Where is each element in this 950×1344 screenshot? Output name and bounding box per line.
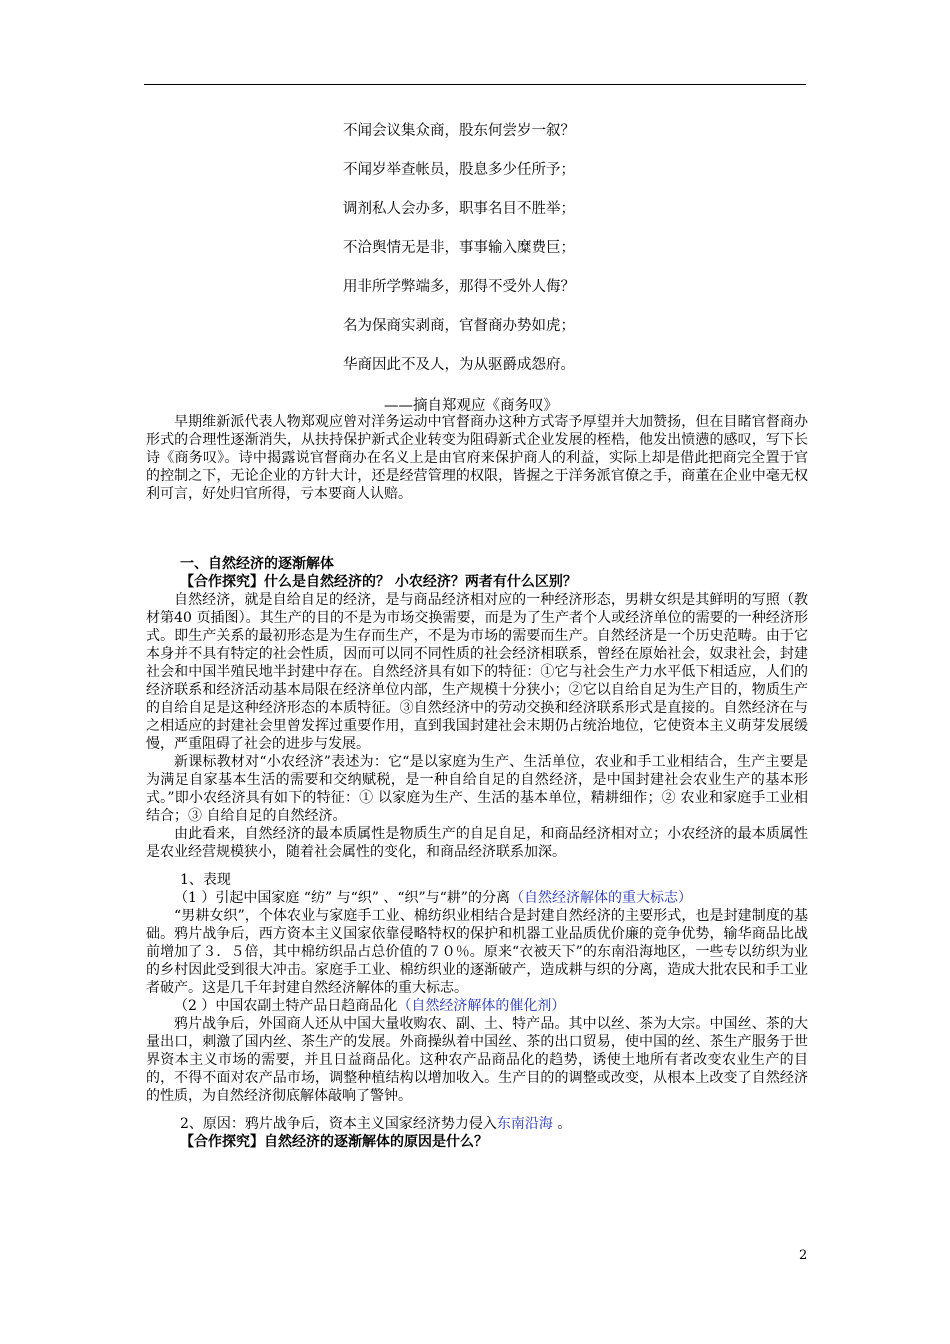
page-number: 2 <box>799 1248 808 1263</box>
poem-line: 不闻岁举查帐员，股息多少任所予； <box>343 162 575 178</box>
section-heading: 一、自然经济的逐渐解体 <box>180 556 334 572</box>
body-paragraph: 鸦片战争后，外国商人还从中国大量收购农、副、土、特产品。其中以丝、茶为大宗。中国丝、茶的大量出口，刺激了国内丝、茶生产的发展。外商操纵着中国丝、茶的出口贸易，使中国的丝、茶生产服务于世界资本主义市场的需要，并且日益商品化。这种农产品商品化的趋势，诱使土地所有者改变农业生产的目的，不得不面对农产品市场，调整种植结构以增加收入。生产目的的调整或改变，从根本上改变了自然经济的性质，为自然经济彻底解体敲响了警钟。 <box>146 1016 808 1104</box>
poem <box>343 120 763 393</box>
inquiry-question: 【合作探究】自然经济的逐渐解体的原因是什么？ <box>180 1134 488 1150</box>
body-paragraph: 自然经济，就是自给自足的经济，是与商品经济相对应的一种经济形态，男耕女织是其鲜明的写照（教材第40 页插图）。其生产的目的不是为市场交换需要，而是为了生产者个人或经济单位的需要的一种经济形式。即生产关系的最初形态是为生存而生产，不是为市场的需要而生产。自然经济是一个历史范畴。由于它本身并不具有特定的社会性质，因而可以同不同性质的社会经济相联系，曾经在原始社会，奴隶社会，封建社会和中国半殖民地半封建中存在。自然经济具有如下的特征：①它与社会生产力水平低下相适应，人们的经济联系和经济活动基本局限在经济单位内部，生产规模十分狭小；②它以自给自足为生产目的，物质生产的自给自足是这种经济形态的本质特征。③自然经济中的劳动交换和经济联系形式是直接的。自然经济在与之相适应的封建社会里曾发挥过重要作用，直到我国封建社会末期仍占统治地位，它使资本主义萌芽发展缓慢，严重阻碍了社会的进步与发展。 <box>146 592 808 752</box>
poem-source: ——摘自郑观应《商务叹》 <box>384 398 558 414</box>
poem-line: 华商因此不及人，为从驱爵成怨府。 <box>343 357 575 373</box>
cause-prefix: 2、原因：鸦片战争后，资本主义国家经济势力侵入 <box>180 1116 497 1132</box>
poem-line: 调剂私人会办多，职事名目不胜举； <box>343 201 575 217</box>
poem-line: 用非所学弊端多，那得不受外人侮？ <box>343 279 575 295</box>
cause-answer: 东南沿海 <box>496 1116 553 1132</box>
poem-line: 不洽舆情无是非，事事输入糜费巨； <box>343 240 575 256</box>
cause-suffix: 。 <box>552 1116 572 1132</box>
poem-line: 名为保商实剥商，官督商办势如虎； <box>343 318 575 334</box>
inquiry-question: 【合作探究】什么是自然经济的？ 小农经济？两者有什么区别？ <box>180 574 577 590</box>
body-paragraph: 新课标教材对“小农经济”表述为：它“是以家庭为生产、生活单位，农业和手工业相结合，生产主要是为满足自家基本生活的需要和交纳赋税，是一种自给自足的自然经济，是中国封建社会农业生产的基本形式。”即小农经济具有如下的特征：① 以家庭为生产、生活的基本单位，精耕细作；② 农业和家庭手工业相结合；③ 自给自足的自然经济。 <box>146 754 808 824</box>
item-note: （自然经济解体的重大标志） <box>509 890 692 906</box>
poem-line: 不闻会议集众商，股东何尝岁一叙？ <box>343 123 575 139</box>
intro-paragraph: 早期维新派代表人物郑观应曾对洋务运动中官督商办这种方式寄予厚望并大加赞扬，但在目睹官督商办形式的合理性逐渐消失，从扶持保护新式企业转变为阻碍新式企业发展的桎梏，他发出愤懑的感叹，写下长诗《商务叹》。诗中揭露说官督商办在名义上是由官府来保护商人的利益，实际上却是借此把商完全置于官的控制之下，无论企业的方针大计，还是经营管理的权限，皆握之于洋务派官僚之手，商董在企业中毫无权利可言，好处归官所得，亏本要商人认赔。 <box>146 414 808 502</box>
subsection-heading <box>146 1115 808 1133</box>
item-note: （自然经济解体的催化剂） <box>397 998 566 1014</box>
item-heading <box>146 997 808 1015</box>
item-label: （2 ）中国农副土特产品日趋商品化 <box>174 998 398 1014</box>
body-paragraph: 由此看来，自然经济的最本质属性是物质生产的自足自足，和商品经济相对立；小农经济的最本质属性是农业经营规模狭小，随着社会属性的变化，和商品经济联系加深。 <box>146 826 808 860</box>
document-body <box>146 413 808 1151</box>
item-heading <box>146 889 808 907</box>
header-rule <box>144 84 806 85</box>
subsection-heading: 1、表现 <box>180 872 231 888</box>
item-label: （1 ）引起中国家庭 “纺” 与“织” 、“织”与“耕”的分离 <box>174 890 510 906</box>
body-paragraph: “男耕女织”，个体农业与家庭手工业、棉纺织业相结合是封建自然经济的主要形式，也是封建制度的基础。鸦片战争后，西方资本主义国家依靠侵略特权的保护和机器工业品质优价廉的竞争优势，输华商品比战前增加了３．５倍，其中棉纺织品占总价值的７０％。原来“衣被天下”的东南沿海地区，一些专以纺织为业的乡村因此受到很大冲击。家庭手工业、棉纺织业的逐渐破产，造成耕与织的分离，造成大批农民和手工业者破产。这是几千年封建自然经济解体的重大标志。 <box>146 908 808 996</box>
